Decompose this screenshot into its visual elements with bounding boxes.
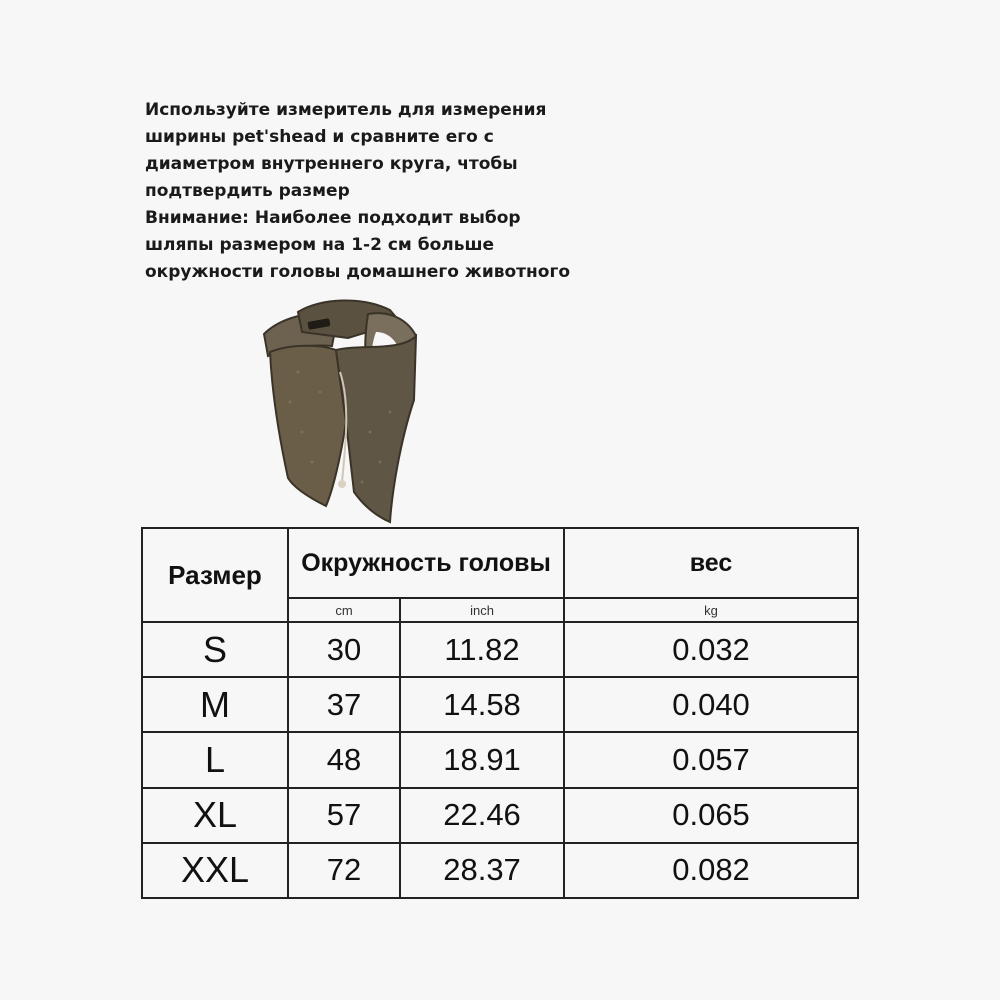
cm-cell: 57	[288, 788, 400, 843]
instruction-line: окружности головы домашнего животного	[145, 262, 570, 282]
pet-cap-image	[250, 292, 440, 527]
cm-cell: 48	[288, 732, 400, 787]
inch-cell: 22.46	[400, 788, 564, 843]
instruction-line: диаметром внутреннего круга, чтобы	[145, 154, 518, 174]
size-cell: XXL	[142, 843, 288, 898]
weight-cell: 0.082	[564, 843, 858, 898]
cm-cell: 72	[288, 843, 400, 898]
instruction-text	[145, 97, 665, 286]
table-row	[142, 843, 858, 898]
weight-cell: 0.032	[564, 622, 858, 677]
table-row	[142, 788, 858, 843]
size-cell: S	[142, 622, 288, 677]
instruction-line: Внимание: Наиболее подходит выбор	[145, 208, 521, 228]
inch-cell: 14.58	[400, 677, 564, 732]
instruction-line: Используйте измеритель для измерения	[145, 100, 547, 120]
instruction-line: подтвердить размер	[145, 181, 350, 201]
table-row	[142, 677, 858, 732]
size-cell: XL	[142, 788, 288, 843]
unit-kg: kg	[564, 598, 858, 622]
instruction-line: шляпы размером на 1-2 см больше	[145, 235, 495, 255]
weight-cell: 0.057	[564, 732, 858, 787]
table-row	[142, 622, 858, 677]
inch-cell: 18.91	[400, 732, 564, 787]
cm-cell: 30	[288, 622, 400, 677]
table-row	[142, 732, 858, 787]
header-head-circumference: Окружность головы	[288, 528, 564, 598]
size-table	[141, 527, 859, 899]
unit-inch: inch	[400, 598, 564, 622]
instruction-line: ширины pet'shead и сравните его с	[145, 127, 494, 147]
header-size: Размер	[142, 528, 288, 622]
weight-cell: 0.040	[564, 677, 858, 732]
inch-cell: 28.37	[400, 843, 564, 898]
unit-cm: cm	[288, 598, 400, 622]
inch-cell: 11.82	[400, 622, 564, 677]
size-cell: L	[142, 732, 288, 787]
size-cell: M	[142, 677, 288, 732]
header-weight: вес	[564, 528, 858, 598]
weight-cell: 0.065	[564, 788, 858, 843]
cm-cell: 37	[288, 677, 400, 732]
